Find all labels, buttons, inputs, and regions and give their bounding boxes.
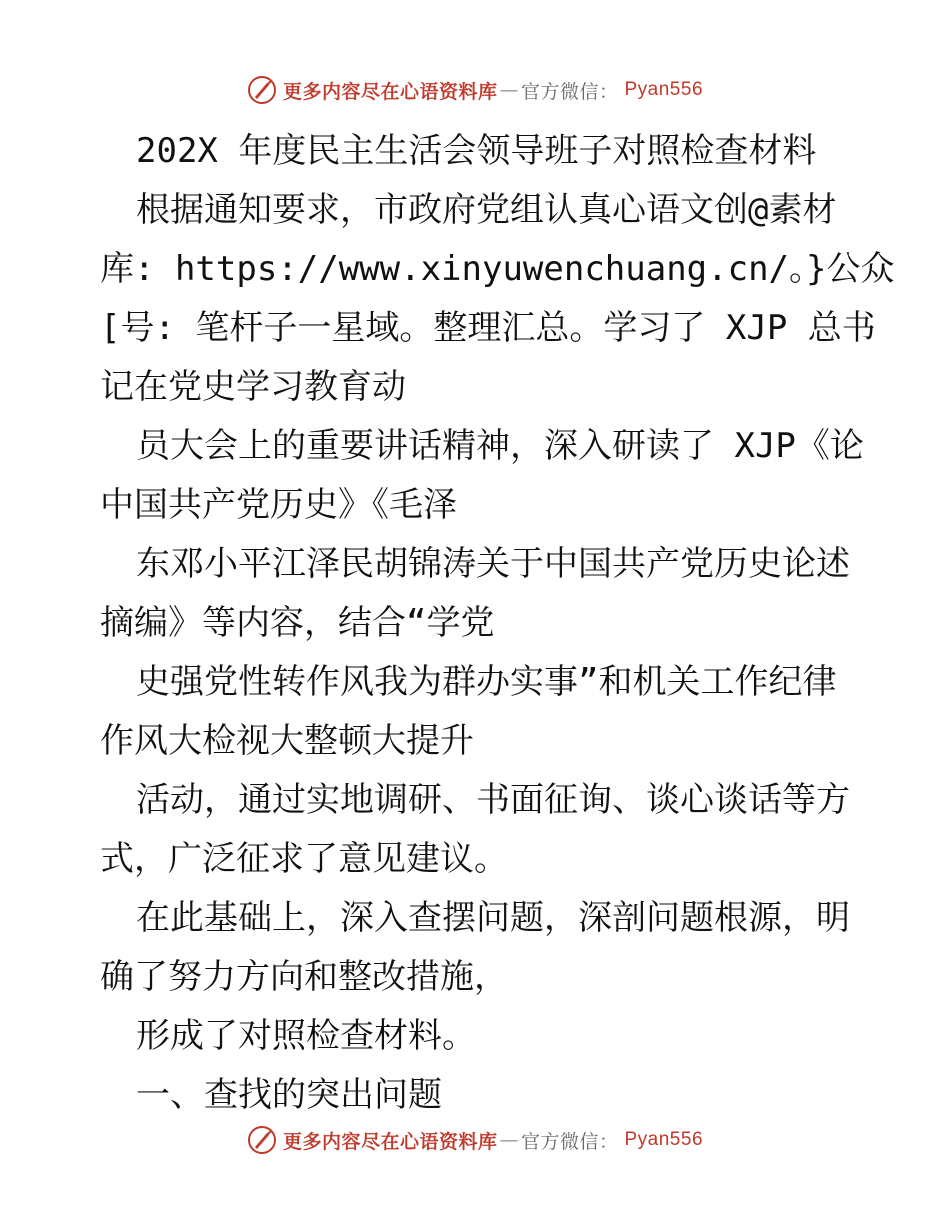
footer-separator: — xyxy=(499,1129,519,1151)
footer-wechat-label: 官方微信： xyxy=(520,1130,619,1153)
quill-logo-icon xyxy=(247,75,277,105)
paragraph-line: 在此基础上，深入查摆问题，深剖问题根源，明 xyxy=(136,898,850,938)
header-site-text: 更多内容尽在心语资料库 xyxy=(282,80,498,103)
paragraph-line: 活动，通过实地调研、书面征询、谈心谈话等方 xyxy=(136,780,850,820)
paragraph-line: 确了努力方向和整改措施， xyxy=(100,957,508,997)
paragraph-line: 式，广泛征求了意见建议。 xyxy=(100,839,508,879)
paragraph-line: 员大会上的重要讲话精神，深入研读了 XJP《论 xyxy=(136,426,864,466)
footer-banner xyxy=(0,1120,950,1160)
header-wechat-label: 官方微信： xyxy=(520,80,619,103)
document-title: 202X 年度民主生活会领导班子对照检查材料 xyxy=(136,131,817,171)
paragraph-line: 库: https://www.xinyuwenchuang.cn/。}公众 xyxy=(100,249,895,289)
header-separator: — xyxy=(499,79,519,101)
paragraph-line: 史强党性转作风我为群办实事”和机关工作纪律 xyxy=(136,662,837,702)
quill-logo-icon xyxy=(247,1125,277,1155)
paragraph-line: 形成了对照检查材料。 xyxy=(136,1016,476,1056)
header-banner xyxy=(0,70,950,110)
paragraph-line: [号: 笔杆子一星域。整理汇总。学习了 XJP 总书 xyxy=(100,308,876,348)
footer-wechat-id: Pyan556 xyxy=(624,1129,704,1150)
paragraph-line: 摘编》等内容，结合“学党 xyxy=(100,603,495,643)
paragraph-line: 中国共产党历史》《毛泽 xyxy=(100,485,457,525)
paragraph-line: 作风大检视大整顿大提升 xyxy=(100,721,474,761)
document-body xyxy=(100,122,895,1125)
section-heading: 一、查找的突出问题 xyxy=(136,1075,442,1115)
header-wechat-id: Pyan556 xyxy=(624,79,704,100)
footer-site-text: 更多内容尽在心语资料库 xyxy=(282,1130,498,1153)
paragraph-line: 记在党史学习教育动 xyxy=(100,367,406,407)
paragraph-line: 根据通知要求，市政府党组认真心语文创@素材 xyxy=(136,190,837,230)
paragraph-line: 东邓小平江泽民胡锦涛关于中国共产党历史论述 xyxy=(136,544,850,584)
